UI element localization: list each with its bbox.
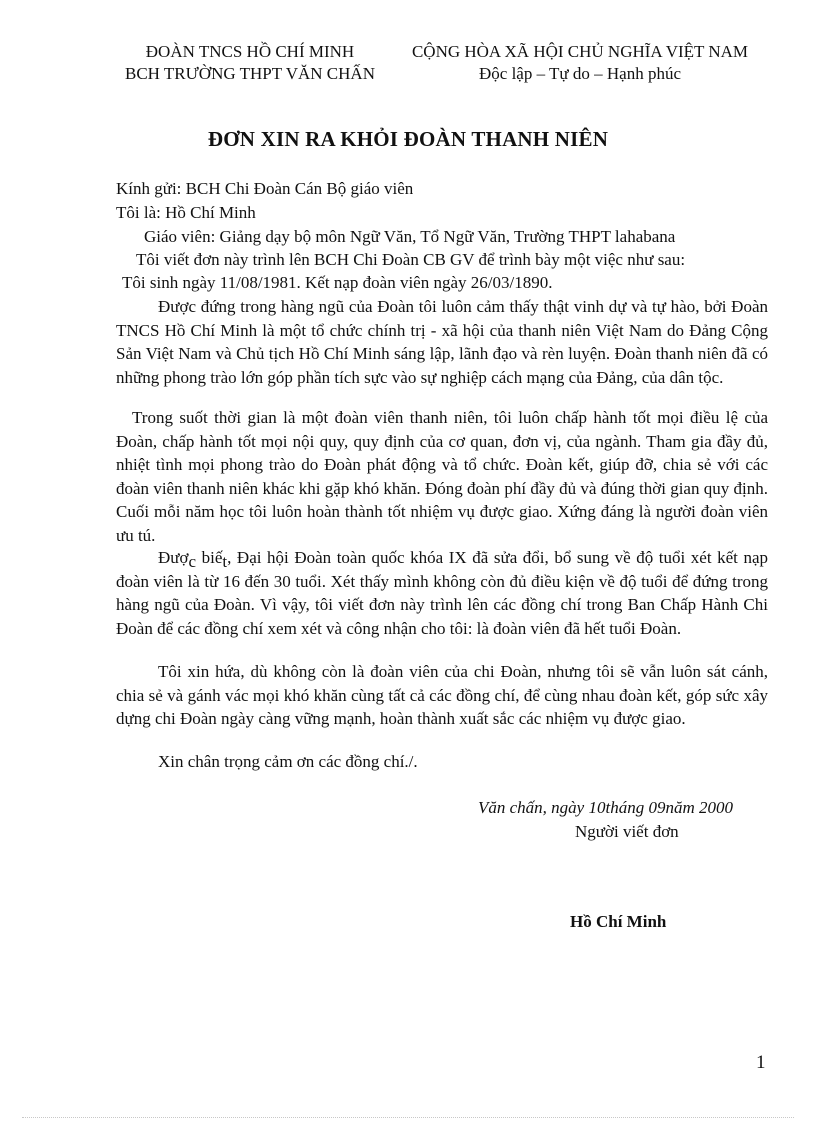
- paragraph-2: Trong suốt thời gian là một đoàn viên thanh niên, tôi luôn chấp hành tốt mọi điều lệ của Đoàn, chấp hành tốt mọi nội quy, quy định của cơ quan, đơn vị, của ngành. Tham gia đầy đủ, nhiệt tình mọi phong trào do Đoàn phát động và tổ chức. Đoàn kết, giúp đỡ, chia sẻ với các đoàn viên thanh niên khác khi gặp khó khăn. Đóng đoàn phí đầy đủ và đúng thời gian quy định. Cuối mỗi năm học tôi luôn hoàn thành tốt nhiệm vụ được giao. Xứng đáng là người đoàn viên ưu tú.: [116, 408, 768, 545]
- signer-name: Hồ Chí Minh: [570, 912, 667, 931]
- recipient-line: Kính gửi: BCH Chi Đoàn Cán Bộ giáo viên: [116, 179, 414, 198]
- paragraph-1: Được đứng trong hàng ngũ của Đoàn tôi luôn cảm thấy thật vinh dự và tự hào, bởi Đoàn TNCS Hồ Chí Minh là một tổ chức chính trị - xã hội của thanh niên Việt Nam do Đảng Cộng Sản Việt Nam và Chủ tịch Hồ Chí Minh sáng lập, lãnh đạo và rèn luyện. Đoàn thanh niên đã có những phong trào lớn góp phần tích sực vào sự nghiệp cách mạng của Đảng, của dân tộc.: [116, 297, 768, 387]
- org-branch: BCH TRƯỜNG THPT VĂN CHẤN: [125, 64, 375, 83]
- p3-rest: , Đại hội Đoàn toàn quốc khóa IX đã sửa đổi, bổ sung về độ tuổi xét kết nạp đoàn viên là từ 16 đến 30 tuổi. Xét thấy mình không còn đủ điều kiện về độ tuổi để đứng trong hàng ngũ của Đoàn. Vì vậy, tôi viết đơn này trình lên các đồng chí trong Ban Chấp Hành Chi Đoàn để các đồng chí xem xét và công nhận cho tôi: là đoàn viên đã hết tuổi Đoàn.: [116, 548, 768, 638]
- paragraph-4: Tôi xin hứa, dù không còn là đoàn viên của chi Đoàn, nhưng tôi sẽ vẫn luôn sát cánh, chia sẻ và gánh vác mọi khó khăn cùng tất cả các đồng chí, để cùng nhau đoàn kết, góp sức xây dựng chi Đoàn ngày càng vững mạnh, hoàn thành xuất sắc các nhiệm vụ được giao.: [116, 662, 768, 728]
- document-title: ĐƠN XIN RA KHỎI ĐOÀN THANH NIÊN: [207, 127, 609, 151]
- p3-mid: biế: [196, 548, 223, 567]
- p3-sub-1: c: [188, 552, 197, 571]
- national-title: CỘNG HÒA XÃ HỘI CHỦ NGHĨA VIỆT NAM: [411, 42, 749, 61]
- paragraph-3: [116, 546, 768, 640]
- closing-thanks: Xin chân trọng cảm ơn các đồng chí./.: [158, 752, 418, 771]
- purpose-line: Tôi viết đơn này trình lên BCH Chi Đoàn CB GV để trình bày một việc như sau:: [136, 250, 686, 269]
- birth-info-line: Tôi sinh ngày 11/08/1981. Kết nạp đoàn viên ngày 26/03/1890.: [122, 273, 553, 292]
- p3-sub-2: t: [222, 552, 228, 571]
- place-and-date: Văn chấn, ngày 10tháng 09năm 2000: [478, 798, 733, 817]
- applicant-name-line: Tôi là: Hồ Chí Minh: [116, 203, 256, 222]
- national-motto: Độc lập – Tự do – Hạnh phúc: [479, 64, 681, 83]
- page-number: 1: [756, 1052, 766, 1073]
- writer-label: Người viết đơn: [575, 822, 679, 841]
- teacher-info-line: Giáo viên: Giảng dạy bộ môn Ngữ Văn, Tổ Ngữ Văn, Trường THPT lahabana: [144, 227, 676, 246]
- p3-start: Đượ: [158, 548, 189, 567]
- org-name: ĐOÀN TNCS HỒ CHÍ MINH: [145, 42, 355, 61]
- page-bottom-divider: [22, 1117, 794, 1118]
